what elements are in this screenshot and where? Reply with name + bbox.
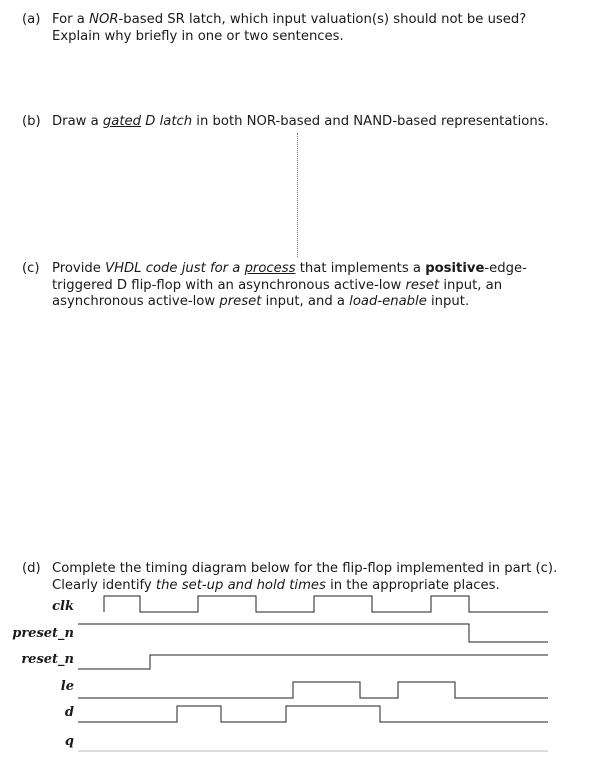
question-d-line-2b: in the appropriate places. — [325, 577, 500, 593]
waveform-clk — [104, 596, 548, 612]
question-c-line-2: triggered D flip-flop with an asynchronous active-low — [52, 277, 406, 293]
question-a-line-2: Explain why briefly in one or two sentences. — [52, 28, 344, 44]
waveform-le — [78, 682, 548, 698]
timing-diagram — [0, 590, 606, 760]
signal-label-reset-n: reset_n — [21, 652, 74, 667]
question-b-dlatch: D latch — [141, 114, 193, 129]
question-c-line-2b: input, an — [439, 277, 503, 293]
question-a — [22, 12, 526, 45]
question-c-label: (c) — [22, 261, 40, 276]
question-a-label: (a) — [22, 12, 41, 27]
question-c-preset: preset — [219, 294, 262, 309]
waveform-preset-n — [78, 624, 548, 642]
waveform-reset-n — [78, 655, 548, 669]
question-c-reset: reset — [405, 277, 440, 293]
signal-label-preset-n: preset_n — [12, 626, 74, 641]
signal-label-d: d — [64, 705, 74, 720]
question-a-text-2: -based SR latch, which input valuation(s) should not be used? — [118, 12, 527, 27]
signal-label-q: q — [64, 734, 74, 749]
question-d-line-2a: Clearly identify — [52, 577, 156, 593]
question-c-text-3: -edge- — [484, 261, 527, 276]
waveform-d — [78, 706, 548, 722]
signal-label-clk: clk — [52, 599, 74, 614]
question-c — [22, 261, 527, 311]
signal-label-le: le — [60, 679, 74, 694]
question-c-positive: positive — [425, 261, 485, 276]
question-d-text-1: Complete the timing diagram below for the flip-flop implemented in part (c). — [52, 561, 558, 576]
question-b-label: (b) — [22, 114, 41, 129]
question-c-text-2: that implements a — [295, 261, 426, 276]
question-c-line-3a: asynchronous active-low — [52, 294, 220, 309]
question-b — [22, 114, 549, 131]
question-c-load-enable: load-enable — [349, 294, 427, 309]
question-c-line-3b: input, and a — [261, 294, 350, 309]
question-a-text-1: For a — [52, 12, 90, 27]
question-b-text-2: in both NOR-based and NAND-based representations. — [192, 114, 549, 129]
question-b-text-1: Draw a — [52, 114, 103, 129]
question-d-setup-hold: the set-up and hold times — [155, 577, 326, 593]
question-d-label: (d) — [22, 561, 41, 576]
question-c-text-1: Provide — [52, 261, 106, 276]
question-c-process: process — [244, 261, 296, 276]
question-c-line-3c: input. — [426, 294, 470, 309]
question-c-vhdl: VHDL code just for a — [105, 261, 245, 276]
question-b-gated: gated — [102, 114, 142, 129]
divider-dotted-line — [297, 133, 298, 257]
question-a-nor: NOR — [89, 12, 119, 27]
